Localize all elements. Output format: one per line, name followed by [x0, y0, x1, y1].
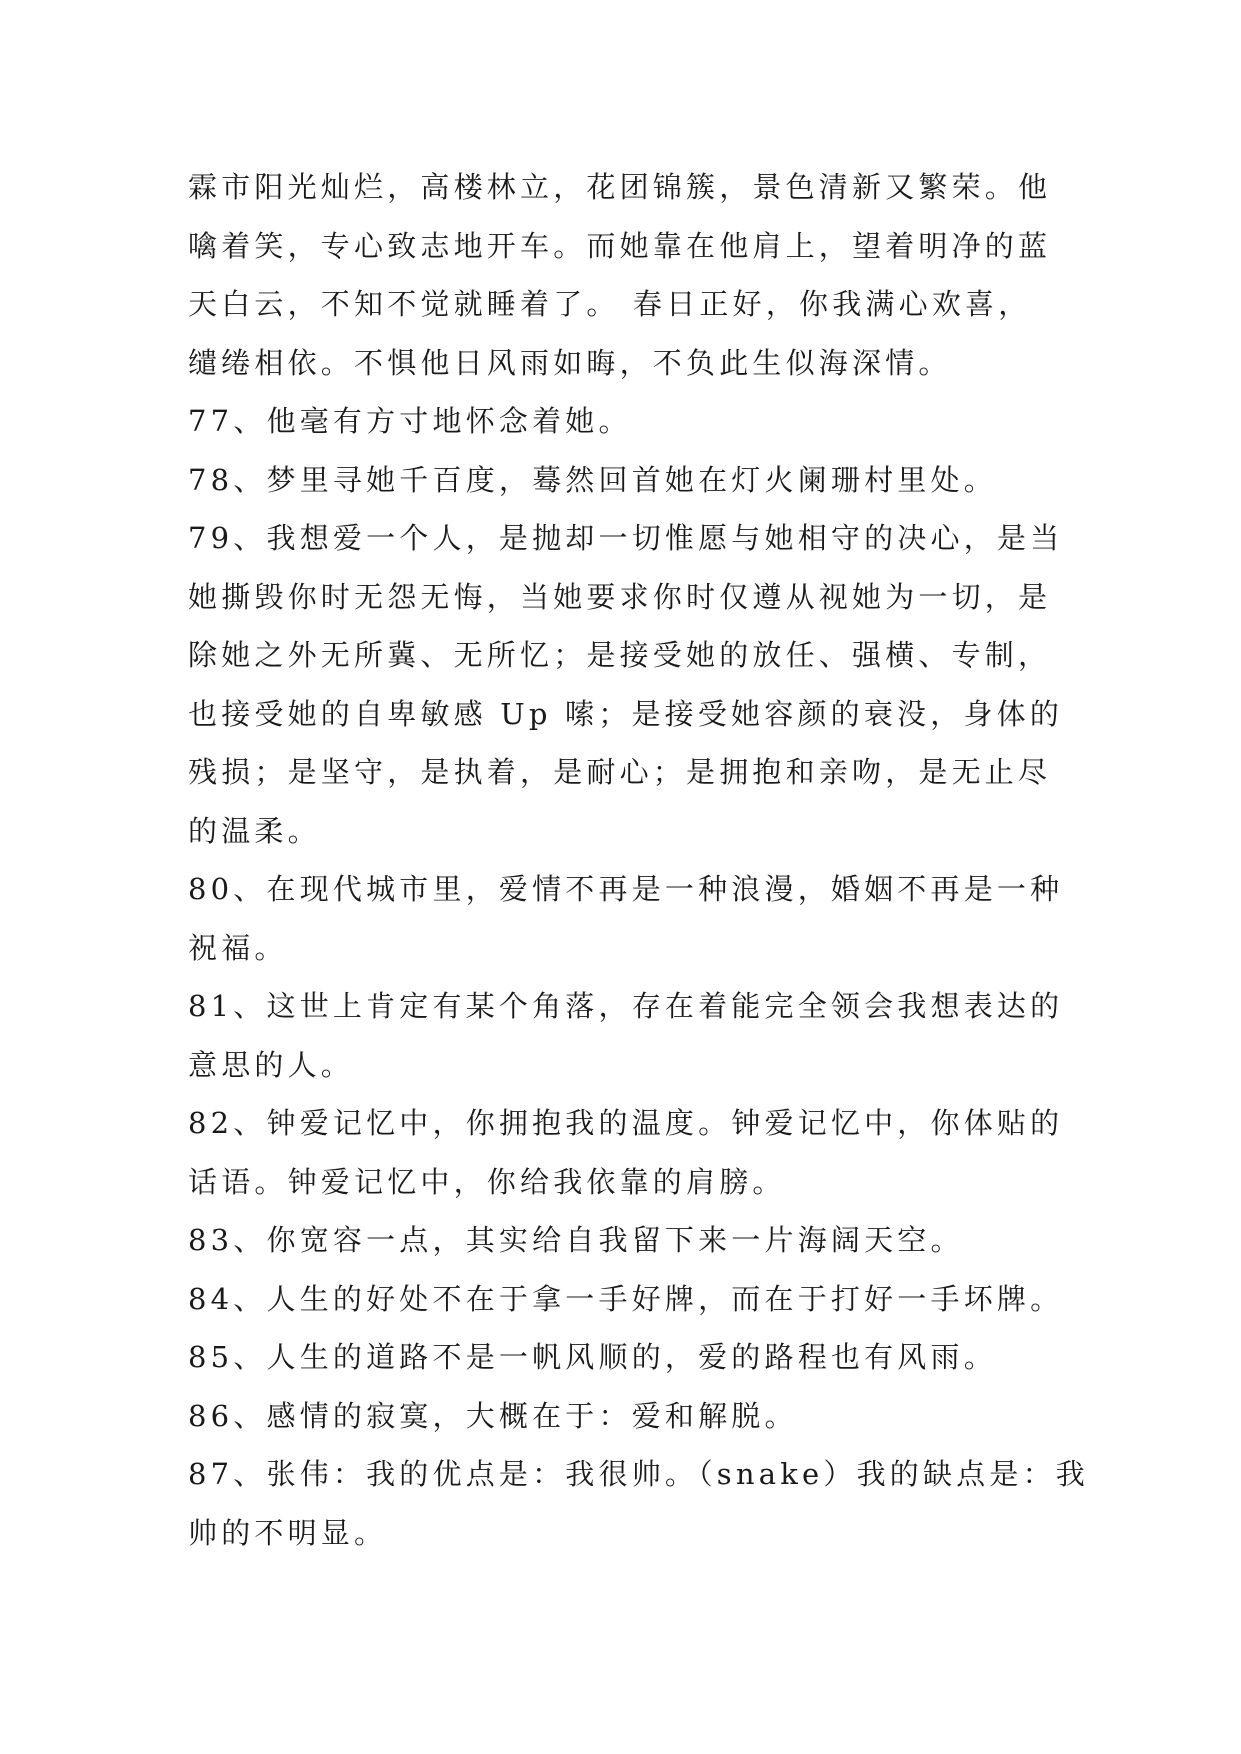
text-line: 的温柔。 [188, 813, 321, 848]
text-line: 意思的人。 [188, 1047, 355, 1082]
text-line: 83、你宽容一点，其实给自我留下来一片海阔天空。 [188, 1223, 964, 1257]
text-line: 除她之外无所冀、无所忆；是接受她的放任、强横、专制， [188, 638, 1052, 672]
text-line: 缱绻相依。不惧他日风雨如晦，不负此生似海深情。 [188, 345, 952, 380]
text-line: 79、我想爱一个人，是抛却一切惟愿与她相守的决心，是当 [188, 521, 1064, 555]
text-line: 残损；是坚守，是执着，是耐心；是拥抱和亲吻，是无止尽 [188, 755, 1052, 789]
text-line: 81、这世上肯定有某个角落，存在着能完全领会我想表达的 [188, 989, 1064, 1023]
text-line: 帅的不明显。 [188, 1515, 388, 1550]
text-line: 86、感情的寂寞，大概在于：爱和解脱。 [188, 1398, 798, 1433]
text-line: 77、他毫有方寸地怀念着她。 [188, 404, 632, 438]
text-line: 82、钟爱记忆中，你拥抱我的温度。钟爱记忆中，你体贴的 [188, 1106, 1064, 1140]
text-line: 87、张伟：我的优点是：我很帅。（snake）我的缺点是：我 [188, 1457, 1089, 1491]
text-line: 天白云，不知不觉就睡着了。 春日正好，你我满心欢喜， [188, 287, 1032, 321]
text-line: 80、在现代城市里，爱情不再是一种浪漫，婚姻不再是一种 [188, 872, 1064, 906]
text-line: 84、人生的好处不在于拿一手好牌，而在于打好一手坏牌。 [188, 1281, 1064, 1316]
body-text [188, 158, 1089, 1562]
text-line: 话语。钟爱记忆中，你给我依靠的肩膀。 [188, 1164, 786, 1199]
text-line: 噙着笑，专心致志地开车。而她靠在他肩上，望着明净的蓝 [188, 228, 1052, 263]
text-line: 她撕毁你时无怨无悔，当她要求你时仅遵从视她为一切，是 [188, 579, 1052, 614]
text-line: 祝福。 [188, 930, 288, 965]
text-line: 霖市阳光灿烂，高楼林立，花团锦簇，景色清新又繁荣。他 [188, 170, 1052, 204]
text-line: 78、梦里寻她千百度，蓦然回首她在灯火阑珊村里处。 [188, 462, 997, 497]
text-line: 也接受她的自卑敏感 Up 嗦；是接受她容颜的衰没，身体的 [188, 696, 1064, 731]
text-line: 85、人生的道路不是一帆风顺的，爱的路程也有风雨。 [188, 1340, 997, 1374]
